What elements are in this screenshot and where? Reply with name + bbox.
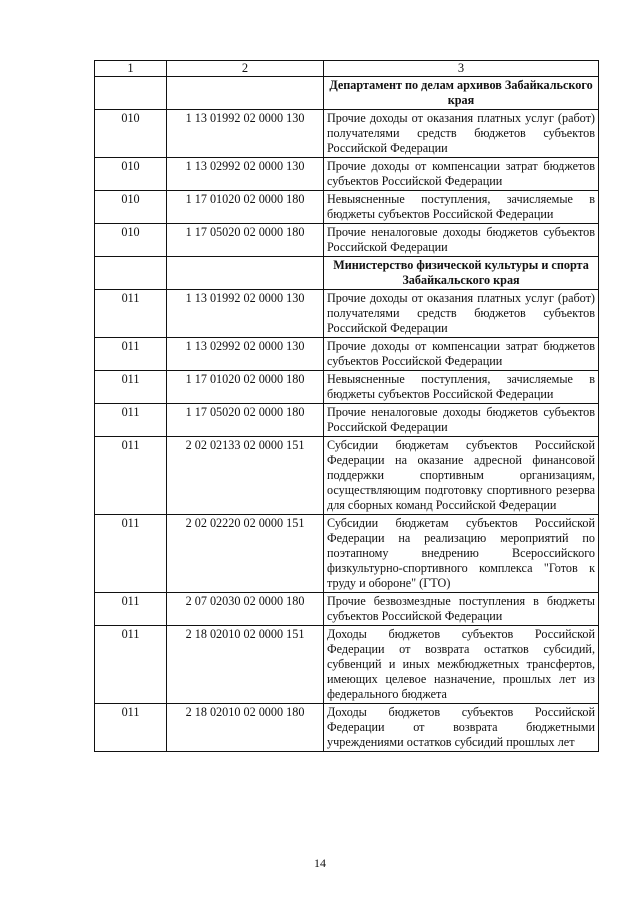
table-row — [95, 290, 599, 338]
admin-code-cell: 011 — [95, 404, 167, 437]
revenue-name-cell: Доходы бюджетов субъектов Российской Федерации от возврата бюджетными учреждениями остатков субсидий прошлых лет — [324, 704, 599, 752]
admin-code-cell: 011 — [95, 626, 167, 704]
revenue-code-cell: 1 17 01020 02 0000 180 — [167, 371, 324, 404]
table-row — [95, 437, 599, 515]
admin-code-cell: 010 — [95, 191, 167, 224]
revenue-code-cell: 1 13 02992 02 0000 130 — [167, 158, 324, 191]
admin-code-cell: 010 — [95, 110, 167, 158]
revenue-name-cell: Прочие безвозмездные поступления в бюджеты субъектов Российской Федерации — [324, 593, 599, 626]
table-row — [95, 158, 599, 191]
revenue-code-cell: 2 07 02030 02 0000 180 — [167, 593, 324, 626]
admin-code-cell: 011 — [95, 338, 167, 371]
admin-code-cell: 011 — [95, 593, 167, 626]
header-col-3: 3 — [324, 61, 599, 77]
revenue-name-cell: Прочие доходы от оказания платных услуг (работ) получателями средств бюджетов субъектов Российской Федерации — [324, 110, 599, 158]
admin-code-cell: 011 — [95, 704, 167, 752]
admin-code-cell: 010 — [95, 224, 167, 257]
revenue-codes-table — [94, 60, 599, 752]
table-row — [95, 626, 599, 704]
revenue-code-cell: 2 02 02133 02 0000 151 — [167, 437, 324, 515]
admin-code-cell: 011 — [95, 371, 167, 404]
admin-code-cell: 011 — [95, 437, 167, 515]
empty-cell — [95, 77, 167, 110]
table-row — [95, 593, 599, 626]
revenue-name-cell: Субсидии бюджетам субъектов Российской Федерации на реализацию мероприятий по поэтапному внедрению Всероссийского физкультурно-спортивного комплекса "Готов к труду и обороне" (ГТО) — [324, 515, 599, 593]
revenue-name-cell: Прочие доходы от компенсации затрат бюджетов субъектов Российской Федерации — [324, 338, 599, 371]
header-col-2: 2 — [167, 61, 324, 77]
revenue-name-cell: Прочие неналоговые доходы бюджетов субъектов Российской Федерации — [324, 404, 599, 437]
revenue-code-cell: 1 13 01992 02 0000 130 — [167, 290, 324, 338]
admin-code-cell: 011 — [95, 515, 167, 593]
table-row — [95, 515, 599, 593]
revenue-code-cell: 1 13 01992 02 0000 130 — [167, 110, 324, 158]
table-row — [95, 224, 599, 257]
table-row — [95, 704, 599, 752]
section-title: Министерство физической культуры и спорта Забайкальского края — [324, 257, 599, 290]
revenue-code-cell: 2 18 02010 02 0000 151 — [167, 626, 324, 704]
admin-code-cell: 011 — [95, 290, 167, 338]
revenue-name-cell: Прочие доходы от компенсации затрат бюджетов субъектов Российской Федерации — [324, 158, 599, 191]
table-header-row — [95, 61, 599, 77]
header-col-1: 1 — [95, 61, 167, 77]
revenue-code-cell: 2 02 02220 02 0000 151 — [167, 515, 324, 593]
revenue-name-cell: Невыясненные поступления, зачисляемые в бюджеты субъектов Российской Федерации — [324, 371, 599, 404]
table-row — [95, 110, 599, 158]
admin-code-cell: 010 — [95, 158, 167, 191]
table-row — [95, 191, 599, 224]
table-row — [95, 371, 599, 404]
revenue-name-cell: Прочие доходы от оказания платных услуг (работ) получателями средств бюджетов субъектов Российской Федерации — [324, 290, 599, 338]
section-header-row — [95, 257, 599, 290]
revenue-name-cell: Невыясненные поступления, зачисляемые в бюджеты субъектов Российской Федерации — [324, 191, 599, 224]
revenue-name-cell: Субсидии бюджетам субъектов Российской Федерации на оказание адресной финансовой поддержки спортивным организациям, осуществляющим подготовку спортивного резерва для сборных команд Российской Федерации — [324, 437, 599, 515]
table-body — [95, 61, 599, 752]
empty-cell — [95, 257, 167, 290]
page-number: 14 — [314, 856, 326, 870]
section-title: Департамент по делам архивов Забайкальского края — [324, 77, 599, 110]
revenue-code-cell: 1 17 05020 02 0000 180 — [167, 404, 324, 437]
section-header-row — [95, 77, 599, 110]
revenue-code-cell: 1 17 01020 02 0000 180 — [167, 191, 324, 224]
revenue-code-cell: 2 18 02010 02 0000 180 — [167, 704, 324, 752]
empty-cell — [167, 77, 324, 110]
empty-cell — [167, 257, 324, 290]
table-row — [95, 338, 599, 371]
revenue-code-cell: 1 17 05020 02 0000 180 — [167, 224, 324, 257]
revenue-code-cell: 1 13 02992 02 0000 130 — [167, 338, 324, 371]
revenue-name-cell: Доходы бюджетов субъектов Российской Федерации от возврата остатков субсидий, субвенций и иных межбюджетных трансфертов, имеющих целевое назначение, прошлых лет из федерального бюджета — [324, 626, 599, 704]
table-row — [95, 404, 599, 437]
revenue-name-cell: Прочие неналоговые доходы бюджетов субъектов Российской Федерации — [324, 224, 599, 257]
